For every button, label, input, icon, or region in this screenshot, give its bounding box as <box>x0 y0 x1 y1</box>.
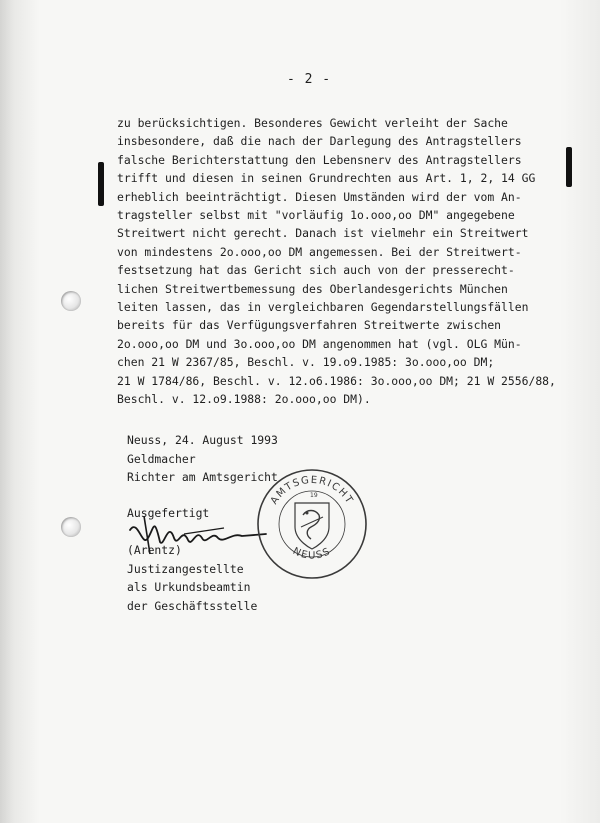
text-line: tragsteller selbst mit "vorläufig 1o.ooo,oo DM" angegebene <box>117 208 515 223</box>
body-paragraph <box>117 114 557 409</box>
text-line: trifft und diesen in seinen Grundrechten aus Art. 1, 2, 14 GG <box>117 171 536 186</box>
text-line: von mindestens 2o.ooo,oo DM angemessen. Bei der Streitwert- <box>117 244 522 259</box>
clerk-role: als Urkundsbeamtin <box>127 580 251 594</box>
coat-of-arms-icon <box>295 503 329 549</box>
text-line: Streitwert nicht gerecht. Danach ist vielmehr ein Streitwert <box>117 226 529 241</box>
text-line: bereits für das Verfügungsverfahren Streitwerte zwischen <box>117 318 502 333</box>
clerk-name: (Arentz) <box>127 543 182 557</box>
text-line: festsetzung hat das Gericht sich auch von der presserecht- <box>117 263 515 278</box>
text-line: leiten lassen, das in vergleichbaren Gegendarstellungsfällen <box>117 300 529 315</box>
handwritten-signature <box>124 508 274 558</box>
text-line: zu berücksichtigen. Besonderes Gewicht verleiht der Sache <box>117 116 508 130</box>
seal-top-text: AMTSGERICHT <box>268 474 356 507</box>
svg-text:NEUSS <box>291 546 333 562</box>
text-line: erheblich beeinträchtigt. Diesen Umständen wird der vom An- <box>117 189 522 204</box>
clerk-role: Justizangestellte <box>127 561 244 576</box>
text-line: 2o.ooo,oo DM und 3o.ooo,oo DM angenommen hat (vgl. OLG Mün- <box>117 336 522 351</box>
certified-label: Ausgefertigt <box>127 506 210 520</box>
seal-number: 19 <box>310 492 318 499</box>
seal-bottom-text: NEUSS <box>290 545 334 562</box>
page-number: - 2 - <box>287 72 332 87</box>
place-date: Neuss, 24. August 1993 <box>127 433 278 447</box>
text-line: insbesondere, daß die nach der Darlegung des Antragstellers <box>117 134 522 149</box>
redaction-mark <box>98 162 104 206</box>
punch-hole <box>61 517 81 537</box>
text-line: chen 21 W 2367/85, Beschl. v. 19.o9.1985: 3o.ooo,oo DM; <box>117 355 495 370</box>
text-line: falsche Berichterstattung den Lebensnerv des Antragstellers <box>117 152 522 167</box>
judge-title: Richter am Amtsgericht <box>127 470 278 484</box>
clerk-role: der Geschäftsstelle <box>127 598 258 613</box>
court-seal <box>255 467 369 581</box>
text-line: Beschl. v. 12.o9.1988: 2o.ooo,oo DM). <box>117 392 371 407</box>
punch-hole <box>61 291 81 311</box>
judge-name: Geldmacher <box>127 451 196 466</box>
text-line: 21 W 1784/86, Beschl. v. 12.o6.1986: 3o.ooo,oo DM; 21 W 2556/88, <box>117 373 556 388</box>
text-line: lichen Streitwertbemessung des Oberlandesgerichts München <box>117 281 508 296</box>
redaction-mark <box>566 147 572 187</box>
